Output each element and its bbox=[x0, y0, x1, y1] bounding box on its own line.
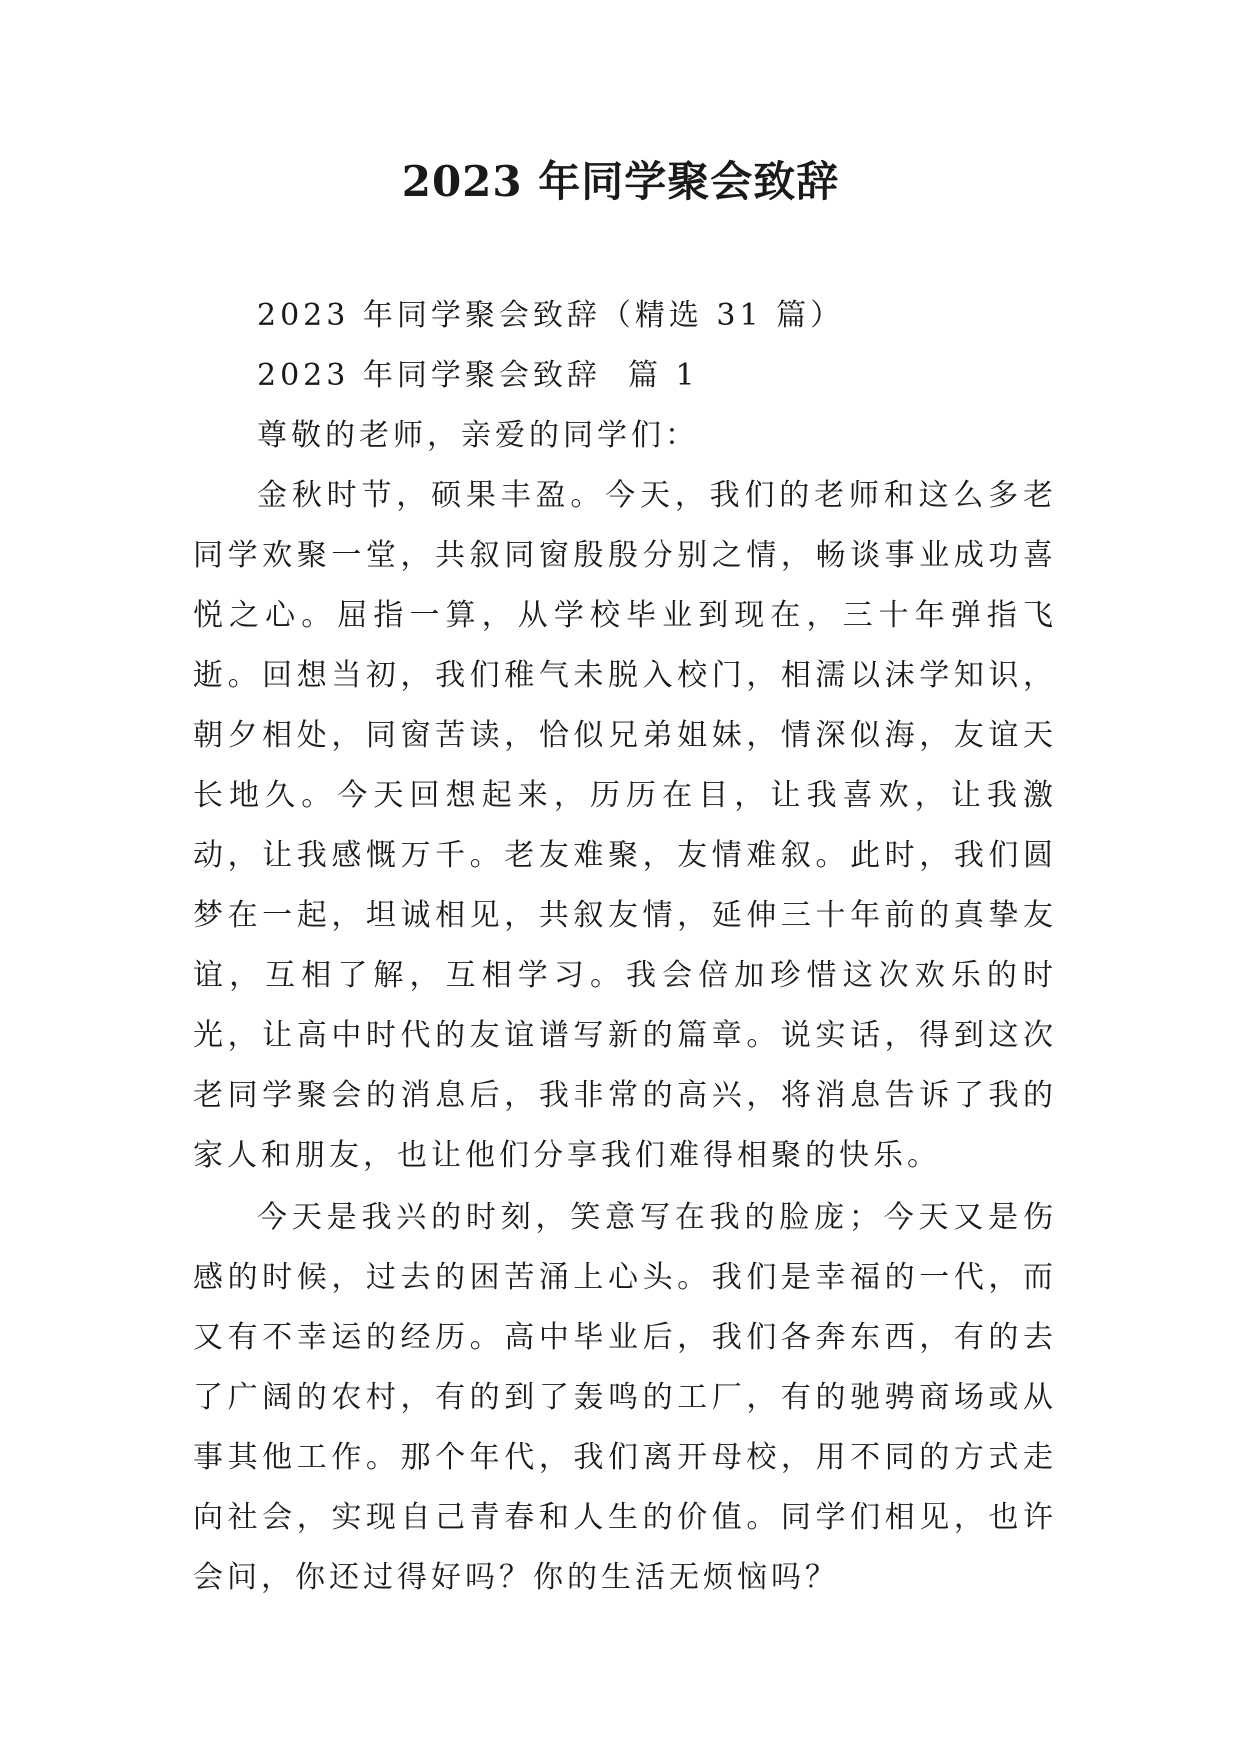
salutation: 尊敬的老师，亲爱的同学们： bbox=[257, 418, 699, 453]
document-title: 2023 年同学聚会致辞 bbox=[401, 157, 840, 206]
document-subtitle: 2023 年同学聚会致辞（精选 31 篇） bbox=[257, 298, 845, 333]
section-heading: 2023 年同学聚会致辞 篇 1 bbox=[257, 358, 699, 393]
body-paragraph: 今天是我兴的时刻，笑意写在我的脸庞；今天又是伤感的时候，过去的困苦涌上心头。我们是幸福的一代，而又有不幸运的经历。高中毕业后，我们各奔东西，有的去了广阔的农村，有的到了轰鸣的工厂，有的驰骋商场或从事其他工作。那个年代，我们离开母校，用不同的方式走向社会，实现自己青春和人生的价值。同学们相见，也许会问，你还过得好吗？你的生活无烦恼吗？ bbox=[193, 1200, 1057, 1595]
document-body bbox=[193, 286, 1057, 1608]
body-paragraph: 金秋时节，硕果丰盈。今天，我们的老师和这么多老同学欢聚一堂，共叙同窗殷殷分别之情，畅谈事业成功喜悦之心。屈指一算，从学校毕业到现在，三十年弹指飞逝。回想当初，我们稚气未脱入校门，相濡以沫学知识，朝夕相处，同窗苦读，恰似兄弟姐妹，情深似海，友谊天长地久。今天回想起来，历历在目，让我喜欢，让我激动，让我感慨万千。老友难聚，友情难叙。此时，我们圆梦在一起，坦诚相见，共叙友情，延伸三十年前的真挚友谊，互相了解，互相学习。我会倍加珍惜这次欢乐的时光，让高中时代的友谊谱写新的篇章。说实话，得到这次老同学聚会的消息后，我非常的高兴，将消息告诉了我的家人和朋友，也让他们分享我们难得相聚的快乐。 bbox=[193, 478, 1057, 1173]
